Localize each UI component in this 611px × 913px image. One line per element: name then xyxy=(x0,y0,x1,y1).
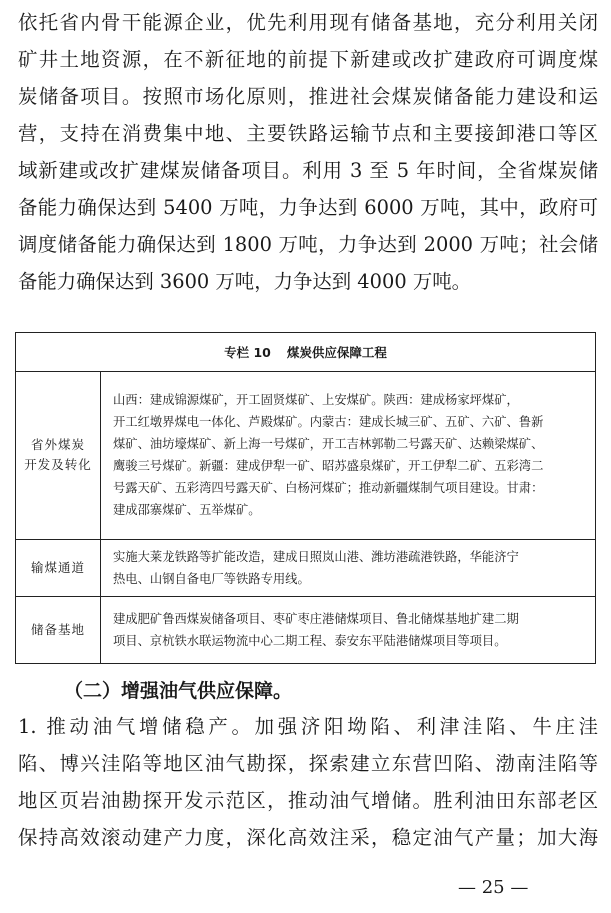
row-content xyxy=(101,371,595,539)
row-label xyxy=(16,596,101,663)
paragraph-line: 调度储备能力确保达到 1800 万吨，力争达到 2000 万吨；社会储 xyxy=(18,233,598,256)
row-content-line: 鹰骏三号煤矿。新疆：建成伊犁一矿、昭苏盛泉煤矿，开工伊犁二矿、五彩湾二 xyxy=(113,459,544,473)
page-number: — 25 — xyxy=(458,877,529,898)
paragraph-line: 备能力确保达到 3600 万吨，力争达到 4000 万吨。 xyxy=(18,270,471,293)
row-label-line: 开发及转化 xyxy=(24,457,92,472)
table-row xyxy=(16,596,595,663)
section-heading: （二）增强油气供应保障。 xyxy=(64,680,293,702)
row-content-line: 建成邵寨煤矿、五举煤矿。 xyxy=(113,503,261,517)
row-label-line: 输煤通道 xyxy=(30,559,85,575)
row-content-line: 山西：建成锦源煤矿，开工固贤煤矿、上安煤矿。陕西：建成杨家坪煤矿， xyxy=(113,393,519,407)
item-paragraph xyxy=(18,708,598,856)
table-row xyxy=(16,371,595,540)
row-label xyxy=(16,539,101,596)
paragraph-line: 矿井土地资源，在不新征地的前提下新建或改扩建政府可调度煤 xyxy=(18,48,598,71)
row-content xyxy=(101,596,595,663)
row-content-line: 煤矿、油坊壕煤矿、新上海一号煤矿，开工吉林郭勒二号露天矿、达赖梁煤矿、 xyxy=(113,437,544,451)
box-title-text: 煤炭供应保障工程 xyxy=(286,345,387,360)
row-content-line: 实施大莱龙铁路等扩能改造，建成日照岚山港、潍坊港疏港铁路，华能济宁 xyxy=(113,549,519,564)
paragraph-line: 保持高效滚动建产力度，深化高效注采，稳定油气产量；加大海 xyxy=(18,826,598,849)
paragraph-line: 地区页岩油勘探开发示范区，推动油气增储。胜利油田东部老区 xyxy=(18,789,598,812)
table-row xyxy=(16,539,595,597)
box-title-number: 专栏 10 xyxy=(224,345,271,360)
row-label-line: 储备基地 xyxy=(30,621,85,637)
paragraph-line: 陷、博兴洼陷等地区油气勘探，探索建立东营凹陷、渤南洼陷等 xyxy=(18,752,598,775)
paragraph-line: 备能力确保达到 5400 万吨，力争达到 6000 万吨，其中，政府可 xyxy=(18,196,598,219)
row-content-line: 项目、京杭铁水联运物流中心二期工程、泰安东平陆港储煤项目等项目。 xyxy=(113,633,507,648)
paragraph-line: 1. 推动油气增储稳产。加强济阳坳陷、利津洼陷、牛庄洼 xyxy=(18,715,598,738)
paragraph-line: 域新建或改扩建煤炭储备项目。利用 3 至 5 年时间，全省煤炭储 xyxy=(18,159,598,182)
intro-paragraph xyxy=(18,4,598,300)
paragraph-line: 炭储备项目。按照市场化原则，推进社会煤炭储备能力建设和运 xyxy=(18,85,598,108)
row-content-line: 建成肥矿鲁西煤炭储备项目、枣矿枣庄港储煤项目、鲁北储煤基地扩建二期 xyxy=(113,611,519,626)
paragraph-line: 依托省内骨干能源企业，优先利用现有储备基地，充分利用关闭 xyxy=(18,11,598,34)
row-content-line: 热电、山钢自备电厂等铁路专用线。 xyxy=(113,571,310,586)
box-title xyxy=(16,333,595,372)
project-box-table xyxy=(15,332,596,664)
row-label-line: 省外煤炭 xyxy=(30,437,85,452)
paragraph-line: 营，支持在消费集中地、主要铁路运输节点和主要接卸港口等区 xyxy=(18,122,598,145)
row-content-line: 号露天矿、五彩湾四号露天矿、白杨河煤矿；推动新疆煤制气项目建设。甘肃： xyxy=(113,481,544,495)
row-label xyxy=(16,371,101,539)
row-content xyxy=(101,539,595,596)
row-content-line: 开工红墩界煤电一体化、芦殿煤矿。内蒙古：建成长城三矿、五矿、六矿、鲁新 xyxy=(113,415,544,429)
